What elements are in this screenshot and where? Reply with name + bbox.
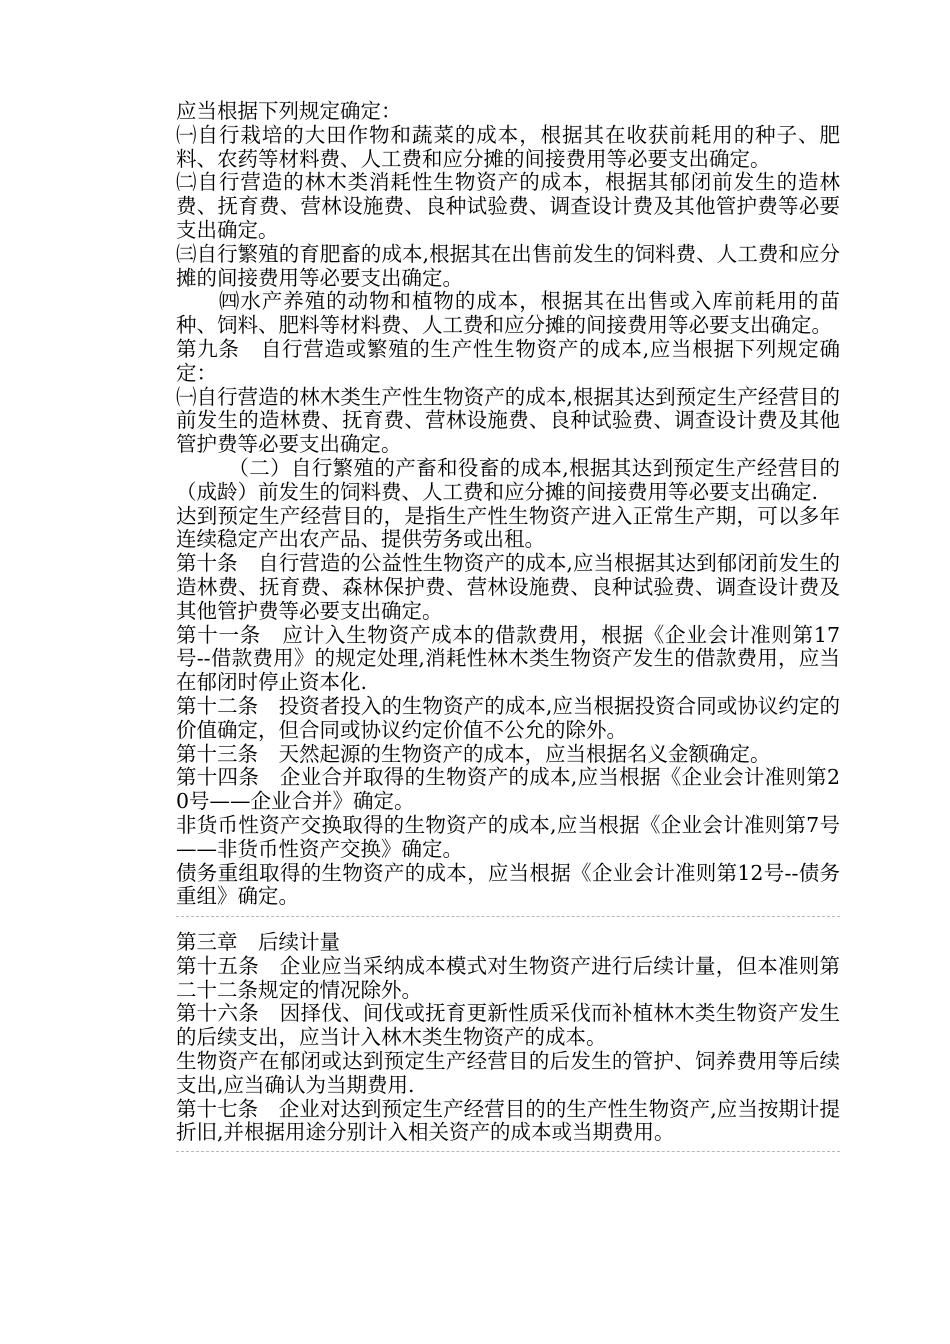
chapter-3-heading: 第三章 后续计量 [176, 930, 340, 955]
document-page [176, 100, 840, 1152]
article-9-item-1: ㈠自行营造的林木类生产性生物资产的成本,根据其达到预定生产经营目的前发生的造林费、抚育费、营林设施费、良种试验费、调查设计费及其他管护费等必要支出确定。 [176, 384, 840, 457]
article-17: 第十七条 企业对达到预定生产经营目的的生产性生物资产,应当按期计提折旧,并根据用途分别计入相关资产的成本或当期费用。 [176, 1096, 840, 1145]
article-11: 第十一条 应计入生物资产成本的借款费用，根据《企业会计准则第17号--借款费用》的规定处理,消耗性林木类生物资产发生的借款费用，应当在郁闭时停止资本化. [176, 622, 840, 695]
article-14-nonmonetary: 非货币性资产交换取得的生物资产的成本,应当根据《企业会计准则第7号——非货币性资产交换》确定。 [176, 812, 840, 861]
intro-line: 应当根据下列规定确定： [176, 99, 402, 123]
article-12: 第十二条 投资者投入的生物资产的成本,应当根据投资合同或协议约定的价值确定，但合同或协议约定价值不公允的除外。 [176, 693, 840, 742]
item-fattening-livestock: ㈢自行繁殖的育肥畜的成本,根据其在出售前发生的饲料费、人工费和应分摊的间接费用等必要支出确定。 [176, 241, 840, 290]
section-subsequent-measurement [176, 931, 840, 1145]
article-15: 第十五条 企业应当采纳成本模式对生物资产进行后续计量，但本准则第二十二条规定的情况除外。 [176, 953, 840, 1002]
article-9-item-2: （二）自行繁殖的产畜和役畜的成本,根据其达到预定生产经营目的（成龄）前发生的饲料费、人工费和应分摊的间接费用等必要支出确定. [176, 455, 840, 504]
item-consumable-forest: ㈡自行营造的林木类消耗性生物资产的成本，根据其郁闭前发生的造林费、抚育费、营林设施费、良种试验费、调查设计费及其他管护费等必要支出确定。 [176, 170, 840, 242]
item-field-crops: ㈠自行栽培的大田作物和蔬菜的成本，根据其在收获前耗用的种子、肥料、农药等材料费、人工费和应分摊的间接费用等必要支出确定。 [176, 122, 840, 171]
article-16-expense: 生物资产在郁闭或达到预定生产经营目的后发生的管护、饲养费用等后续支出,应当确认为当期费用. [176, 1049, 840, 1097]
article-14: 第十四条 企业合并取得的生物资产的成本,应当根据《企业会计准则第20号——企业合并》确定。 [176, 765, 840, 814]
article-14-debt-restructuring: 债务重组取得的生物资产的成本，应当根据《企业会计准则第12号--债务重组》确定。 [176, 860, 840, 909]
article-9: 第九条 自行营造或繁殖的生产性生物资产的成本,应当根据下列规定确定： [176, 336, 840, 385]
section-biological-asset-cost [176, 100, 840, 909]
article-13: 第十三条 天然起源的生物资产的成本，应当根据名义金额确定。 [176, 741, 771, 766]
page-separator-bottom [176, 1151, 840, 1152]
item-aquaculture: ㈣水产养殖的动物和植物的成本，根据其在出售或入库前耗用的苗种、饲料、肥料等材料费、人工费和应分摊的间接费用等必要支出确定。 [176, 289, 840, 338]
article-16: 第十六条 因择伐、间伐或抚育更新性质采伐而补植林木类生物资产发生的后续支出，应当计入林木类生物资产的成本。 [176, 1001, 840, 1050]
article-9-definition: 达到预定生产经营目的，是指生产性生物资产进入正常生产期，可以多年连续稳定产出农产品、提供劳务或出租。 [176, 503, 840, 552]
page-separator [176, 916, 840, 917]
article-10: 第十条 自行营造的公益性生物资产的成本,应当根据其达到郁闭前发生的造林费、抚育费、森林保护费、营林设施费、良种试验费、调查设计费及其他管护费等必要支出确定。 [176, 551, 840, 623]
